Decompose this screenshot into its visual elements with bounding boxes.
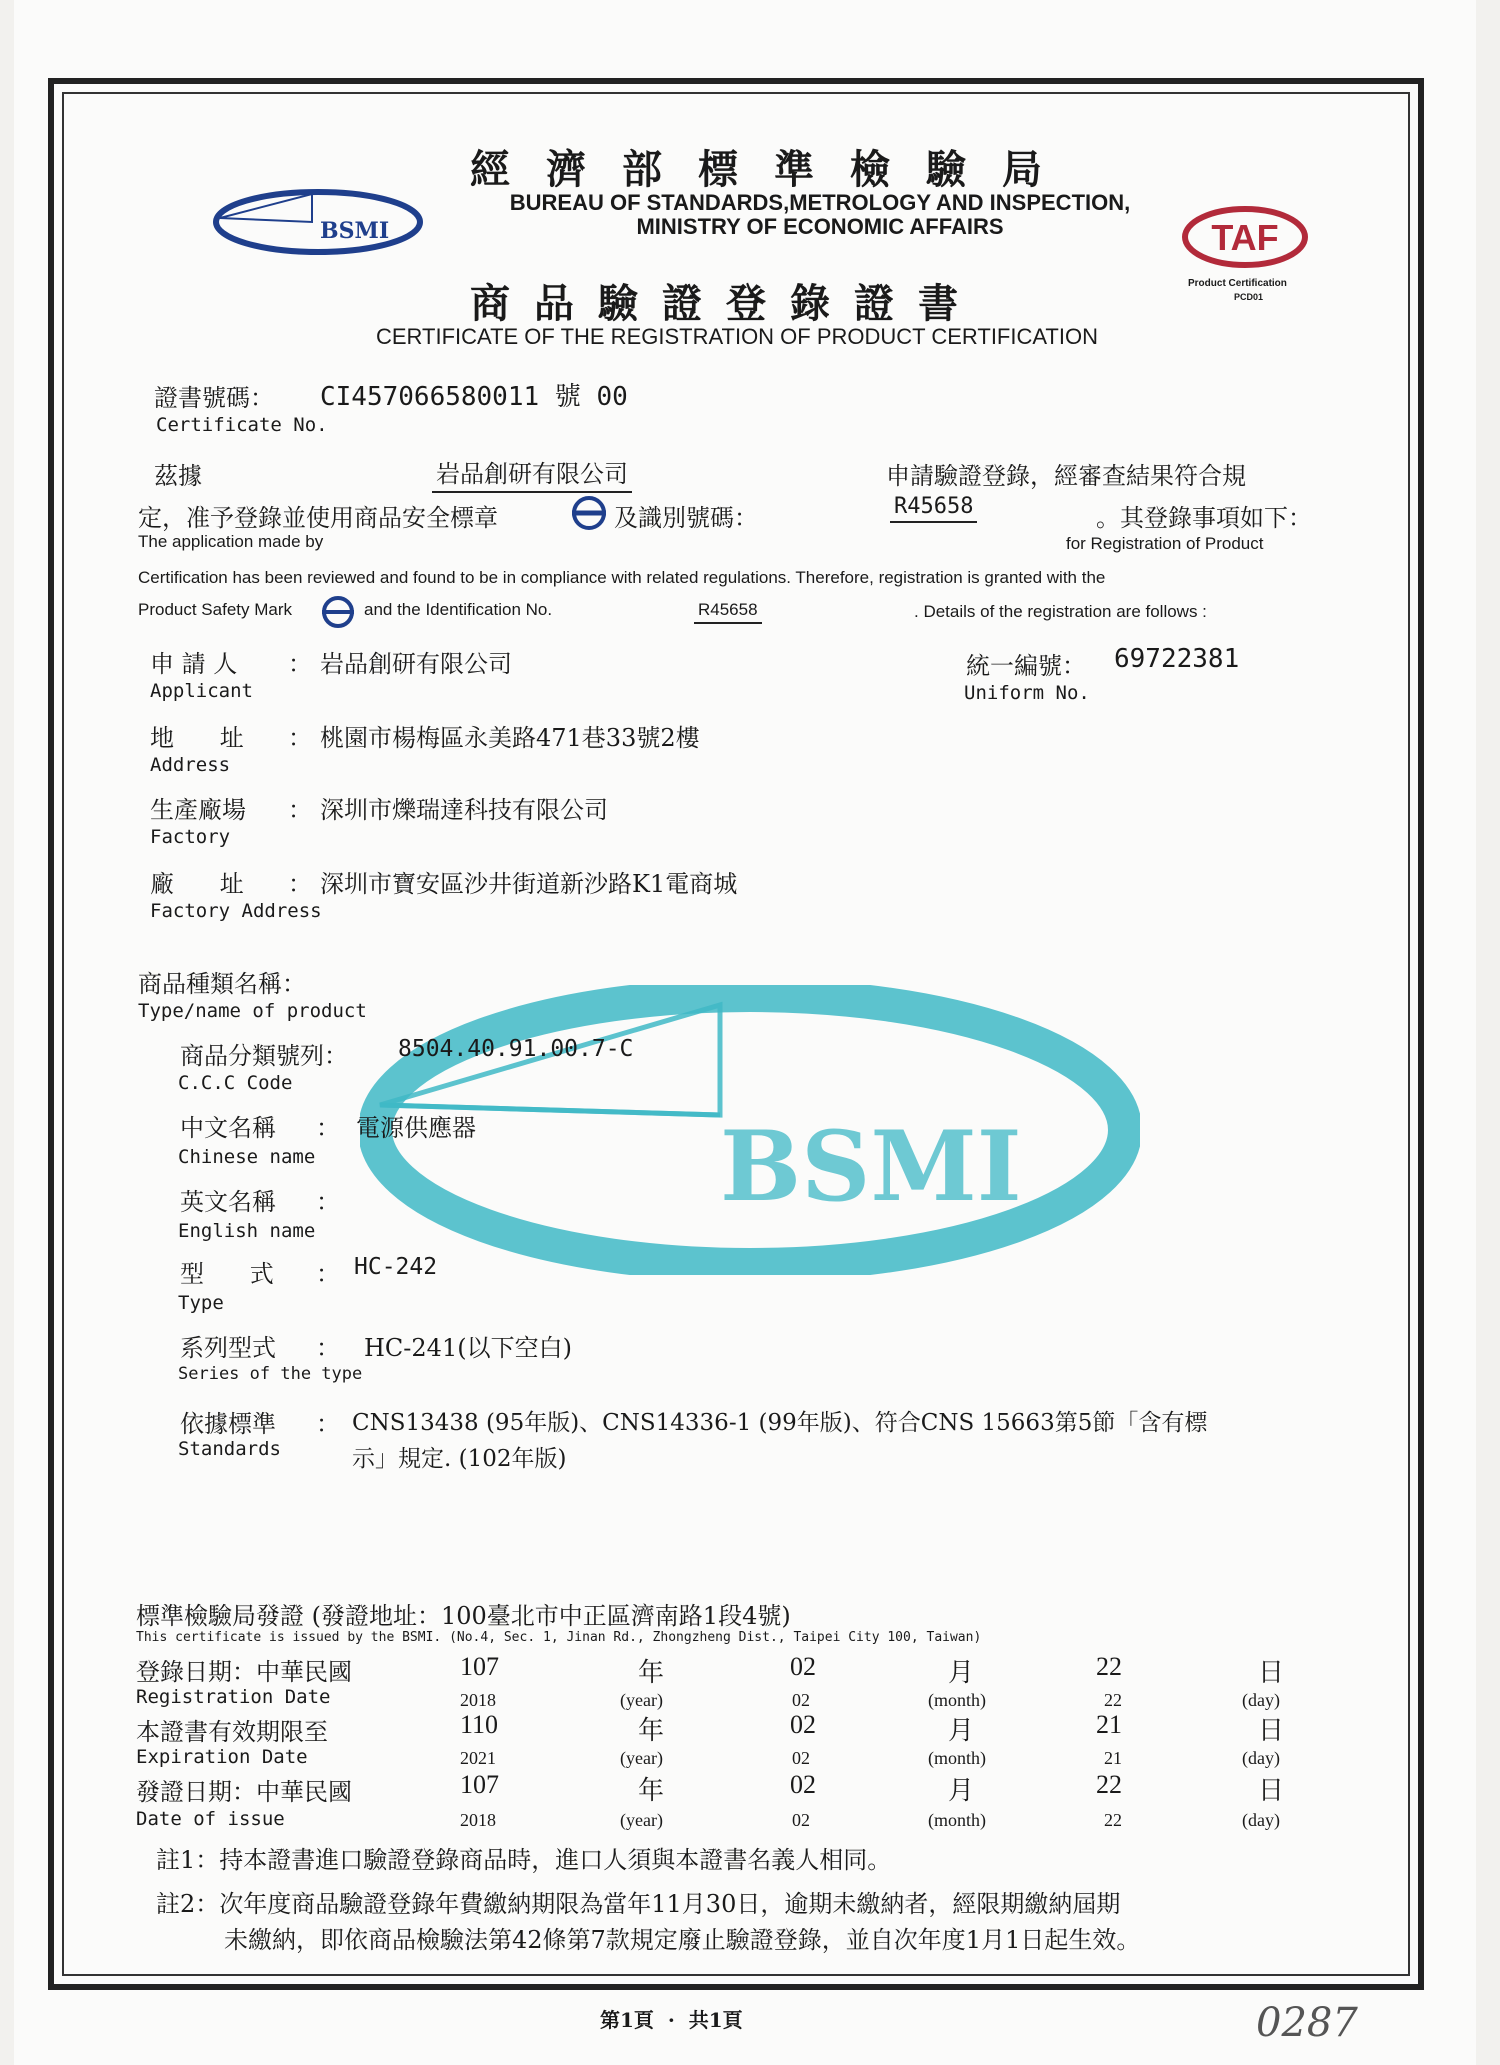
ccc-value: 8504.40.91.00.7-C <box>398 1036 634 1062</box>
month-unit: 月 <box>948 1716 975 1745</box>
taf-logo-text: TAF <box>1211 217 1279 258</box>
month-small: 02 <box>792 1810 810 1830</box>
roc-year: 107 <box>460 1770 499 1799</box>
statement-en-line1-right: for Registration of Product <box>1066 534 1264 553</box>
applicant-label: 申 請 人 <box>150 650 238 678</box>
series-label: 系列型式 <box>180 1334 276 1362</box>
safety-mark-small-icon <box>318 596 358 628</box>
month-unit: 月 <box>948 1658 975 1687</box>
month-en: (month) <box>928 1690 986 1710</box>
month-small: 02 <box>792 1690 810 1710</box>
day-unit: 日 <box>1258 1716 1285 1745</box>
chinese-name-value: 電源供應器 <box>356 1114 476 1142</box>
safety-mark-icon <box>568 496 610 530</box>
product-heading: 商品種類名稱： <box>138 970 306 998</box>
handwritten-number: 0287 <box>1256 2000 1358 2046</box>
day-en: (day) <box>1242 1810 1280 1830</box>
taf-code: PCD01 <box>1234 292 1264 302</box>
uniform-value: 69722381 <box>1114 644 1240 674</box>
taf-logo-icon <box>1178 204 1312 270</box>
day-en: (day) <box>1242 1748 1280 1768</box>
standards-value-line2: 示」規定. (102年版) <box>352 1446 567 1472</box>
statement-en-id-no: R45658 <box>694 600 762 624</box>
certificate-title-zh: 商品驗證登錄證書 <box>470 280 982 327</box>
chinese-name-label-en: Chinese name <box>178 1146 316 1168</box>
taf-caption: Product Certification <box>1188 278 1287 289</box>
note-2-line2: 未繳納，即依商品檢驗法第42條第7款規定廢止驗證登錄，並自次年度1月1日起生效。 <box>224 1926 1141 1954</box>
english-name-colon: ： <box>316 1188 340 1216</box>
english-name-label-en: English name <box>178 1220 316 1242</box>
date-label-en: Date of issue <box>136 1808 285 1830</box>
day-small: 22 <box>1104 1810 1122 1830</box>
standards-label-en: Standards <box>178 1438 281 1460</box>
page-info: 第1頁 · 共1頁 <box>600 2008 743 2032</box>
year-unit: 年 <box>638 1658 665 1687</box>
day-en: (day) <box>1242 1690 1280 1710</box>
day-small: 21 <box>1104 1748 1122 1768</box>
certificate-number-value: CI457066580011 號 00 <box>320 382 628 412</box>
day: 22 <box>1096 1652 1122 1681</box>
factory-value: 深圳市爍瑞達科技有限公司 <box>320 796 608 824</box>
factory-label-en: Factory <box>150 826 231 848</box>
chinese-name-label: 中文名稱 <box>180 1114 276 1142</box>
day-unit: 日 <box>1258 1658 1285 1687</box>
uniform-label: 統一編號： <box>966 652 1086 680</box>
statement-line2-mid: 及識別號碼： <box>614 504 758 532</box>
standards-label: 依據標準 <box>180 1410 276 1438</box>
uniform-label-en: Uniform No. <box>964 682 1090 704</box>
month: 02 <box>790 1652 816 1681</box>
day: 21 <box>1096 1710 1122 1739</box>
date-label-zh: 發證日期：中華民國 <box>136 1778 352 1806</box>
certificate-number-label-en: Certificate No. <box>156 414 328 436</box>
day-unit: 日 <box>1258 1776 1285 1805</box>
statement-en-line3-suffix: . Details of the registration are follows : <box>914 602 1207 621</box>
statement-line2-prefix: 定，准予登錄並使用商品安全標章 <box>138 504 498 532</box>
statement-en-line2: Certification has been reviewed and found to be in compliance with related regulations. Therefore, registration is granted with the <box>138 568 1106 587</box>
month: 02 <box>790 1770 816 1799</box>
address-label-en: Address <box>150 754 231 776</box>
roc-year: 107 <box>460 1652 499 1681</box>
ad-year: 2018 <box>460 1810 496 1830</box>
month-unit: 月 <box>948 1776 975 1805</box>
bsmi-logo-text: BSMI <box>320 218 390 244</box>
type-label-en: Type <box>178 1292 224 1314</box>
factory-address-value: 深圳市寶安區沙井街道新沙路K1電商城 <box>320 870 738 898</box>
type-label: 型 式 <box>180 1260 274 1288</box>
date-label-en: Registration Date <box>136 1686 331 1708</box>
note-1: 註1：持本證書進口驗證登錄商品時，進口人須與本證書名義人相同。 <box>156 1846 892 1874</box>
certificate-number-label: 證書號碼： <box>154 384 274 412</box>
series-colon: ： <box>316 1334 340 1362</box>
date-label-zh: 本證書有效期限至 <box>136 1718 328 1746</box>
series-label-en: Series of the type <box>178 1364 363 1384</box>
month-en: (month) <box>928 1810 986 1830</box>
type-value: HC-242 <box>354 1254 438 1280</box>
note-2-line1: 註2：次年度商品驗證登錄年費繳納期限為當年11月30日，逾期未繳納者，經限期繳納屆期 <box>156 1890 1121 1918</box>
year-en: (year) <box>620 1690 663 1710</box>
month-en: (month) <box>928 1748 986 1768</box>
year-en: (year) <box>620 1748 663 1768</box>
standards-colon: ： <box>316 1410 340 1438</box>
type-colon: ： <box>316 1260 340 1288</box>
standards-value-line1: CNS13438 (95年版)、CNS14336-1 (99年版)、符合CNS 15663第5節「含有標 <box>352 1410 1208 1436</box>
bureau-title-zh: 經濟部標準檢驗局 <box>470 146 1078 193</box>
bsmi-watermark-text: BSMI <box>720 1110 1022 1223</box>
ad-year: 2018 <box>460 1690 496 1710</box>
year-unit: 年 <box>638 1776 665 1805</box>
issuer-en: This certificate is issued by the BSMI. (No.4, Sec. 1, Jinan Rd., Zhongzheng Dist., Taipei City 100, Taiwan) <box>136 1630 982 1645</box>
factory-label: 生產廠場 <box>150 796 246 824</box>
statement-en-line3-mid: and the Identification No. <box>364 600 553 619</box>
bsmi-watermark-icon <box>360 985 1140 1275</box>
ccc-label-en: C.C.C Code <box>178 1072 293 1094</box>
factory-colon: ： <box>288 796 312 824</box>
applicant-colon: ： <box>288 650 312 678</box>
address-value: 桃園市楊梅區永美路471巷33號2樓 <box>320 724 700 752</box>
english-name-label: 英文名稱 <box>180 1188 276 1216</box>
series-value: HC-241(以下空白) <box>364 1334 572 1362</box>
date-label-zh: 登錄日期：中華民國 <box>136 1658 352 1686</box>
statement-line2-suffix: 。其登錄事項如下： <box>1096 504 1312 532</box>
chinese-name-colon: ： <box>316 1114 340 1142</box>
bsmi-logo-icon <box>212 188 424 256</box>
bureau-title-en-line2: MINISTRY OF ECONOMIC AFFAIRS <box>636 214 1004 239</box>
certificate-title-en: CERTIFICATE OF THE REGISTRATION OF PRODUCT CERTIFICATION <box>376 324 1098 349</box>
applicant-value: 岩品創研有限公司 <box>320 650 512 678</box>
year-unit: 年 <box>638 1716 665 1745</box>
month-small: 02 <box>792 1748 810 1768</box>
ccc-label: 商品分類號列： <box>180 1042 348 1070</box>
month: 02 <box>790 1710 816 1739</box>
day: 22 <box>1096 1770 1122 1799</box>
roc-year: 110 <box>460 1710 499 1739</box>
statement-id-no: R45658 <box>890 494 977 523</box>
year-en: (year) <box>620 1810 663 1830</box>
factory-address-label-en: Factory Address <box>150 900 322 922</box>
issuer-zh: 標準檢驗局發證 (發證地址：100臺北市中正區濟南路1段4號) <box>136 1602 791 1630</box>
statement-prefix: 茲據 <box>154 462 202 490</box>
statement-en-line3-prefix: Product Safety Mark <box>138 600 293 619</box>
statement-company: 岩品創研有限公司 <box>432 454 632 493</box>
factory-address-colon: ： <box>288 870 312 898</box>
applicant-label-en: Applicant <box>150 680 253 702</box>
bureau-title-en-line1: BUREAU OF STANDARDS,METROLOGY AND INSPECTION, <box>509 190 1131 215</box>
ad-year: 2021 <box>460 1748 496 1768</box>
factory-address-label: 廠 址 <box>150 870 244 898</box>
address-label: 地 址 <box>150 724 244 752</box>
statement-en-line1-left: The application made by <box>138 532 324 551</box>
date-label-en: Expiration Date <box>136 1746 308 1768</box>
day-small: 22 <box>1104 1690 1122 1710</box>
address-colon: ： <box>288 724 312 752</box>
product-heading-en: Type/name of product <box>138 1000 367 1022</box>
statement-line1-suffix: 申請驗證登錄，經審查結果符合規 <box>886 462 1246 490</box>
